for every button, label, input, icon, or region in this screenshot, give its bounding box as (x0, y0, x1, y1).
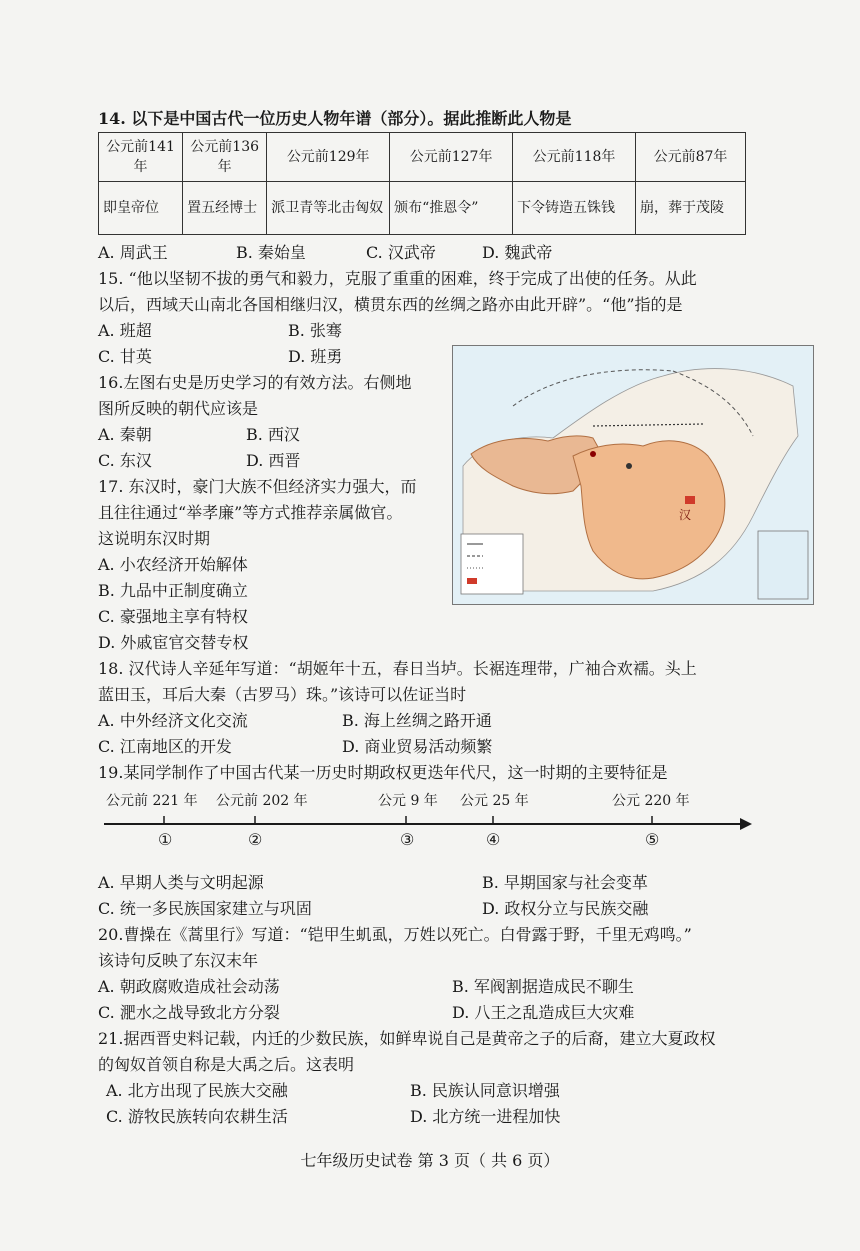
q14-option-c: C. 汉武帝 (366, 243, 436, 262)
q16-option-b: B. 西汉 (246, 425, 300, 444)
table-cell: 下令铸造五铢钱 (513, 182, 636, 235)
timeline-label: 公元前 221 年 (106, 793, 198, 809)
table-header-cell: 公元前136年 (183, 133, 267, 182)
q18-option-d: D. 商业贸易活动频繁 (342, 737, 493, 756)
q19-option-d: D. 政权分立与民族交融 (482, 899, 649, 918)
q15-option-c: C. 甘英 (98, 347, 152, 366)
q17-option-d: D. 外戚宦官交替专权 (98, 633, 249, 652)
q21-option-b: B. 民族认同意识增强 (410, 1081, 560, 1100)
q14-stem: 14. 以下是中国古代一位历史人物年谱（部分）。据此推断此人物是 (98, 109, 572, 128)
han-dynasty-map (452, 345, 814, 605)
q21-option-a: A. 北方出现了民族大交融 (106, 1081, 288, 1100)
q20-stem-line1: 20.曹操在《蒿里行》写道：“铠甲生虮虱，万姓以死亡。白骨露于野，千里无鸡鸣。” (98, 925, 692, 944)
table-header-cell: 公元前127年 (390, 133, 513, 182)
table-header-cell: 公元前141年 (99, 133, 183, 182)
q14-chronology-table (98, 132, 746, 235)
timeline-segment-number: ⑤ (645, 830, 660, 849)
q19-option-a: A. 早期人类与文明起源 (98, 873, 264, 892)
map-han-label: 汉 (679, 508, 692, 522)
q20-option-a: A. 朝政腐败造成社会动荡 (98, 977, 280, 996)
q19-timeline (100, 790, 760, 860)
timeline-label: 公元前 202 年 (216, 793, 308, 809)
q20-stem-line2: 该诗句反映了东汉末年 (98, 951, 259, 970)
q18-option-b: B. 海上丝绸之路开通 (342, 711, 492, 730)
q17-stem-line2: 且往往通过“举孝廉”等方式推荐亲属做官。 (98, 503, 403, 522)
timeline-label: 公元 220 年 (612, 793, 690, 809)
table-header-cell: 公元前118年 (513, 133, 636, 182)
q15-option-a: A. 班超 (98, 321, 152, 340)
q19-option-b: B. 早期国家与社会变革 (482, 873, 648, 892)
q15-option-d: D. 班勇 (288, 347, 343, 366)
q18-stem-line1: 18. 汉代诗人辛延年写道：“胡姬年十五，春日当垆。长裾连理带，广袖合欢襦。头上 (98, 659, 697, 678)
timeline-segment-number: ③ (400, 830, 415, 849)
table-cell: 即皇帝位 (99, 182, 183, 235)
q14-option-d: D. 魏武帝 (482, 243, 553, 262)
table-header-cell: 公元前129年 (267, 133, 390, 182)
q16-option-c: C. 东汉 (98, 451, 152, 470)
q14-option-b: B. 秦始皇 (236, 243, 306, 262)
q20-option-b: B. 军阀割据造成民不聊生 (452, 977, 634, 996)
q16-stem-line1: 16.左图右史是历史学习的有效方法。右侧地 (98, 373, 412, 392)
q21-option-d: D. 北方统一进程加快 (410, 1107, 561, 1126)
timeline-segment-number: ② (248, 830, 263, 849)
page-footer: 七年级历史试卷 第 3 页（ 共 6 页） (300, 1151, 560, 1170)
timeline-label: 公元 25 年 (460, 793, 529, 809)
table-cell: 派卫青等北击匈奴 (267, 182, 390, 235)
q21-stem-line1: 21.据西晋史料记载，内迁的少数民族，如鲜卑说自己是黄帝之子的后裔，建立大夏政权 (98, 1029, 716, 1048)
table-header-cell: 公元前87年 (635, 133, 745, 182)
q17-option-b: B. 九品中正制度确立 (98, 581, 248, 600)
q21-stem-line2: 的匈奴首领自称是大禹之后。这表明 (98, 1055, 355, 1074)
q18-stem-line2: 蓝田玉，耳后大秦（古罗马）珠。”该诗可以佐证当时 (98, 685, 467, 704)
map-illustration (453, 346, 813, 604)
q18-option-c: C. 江南地区的开发 (98, 737, 232, 756)
q20-option-d: D. 八王之乱造成巨大灾难 (452, 1003, 635, 1022)
timeline-segment-number: ④ (486, 830, 501, 849)
table-cell: 置五经博士 (183, 182, 267, 235)
q21-option-c: C. 游牧民族转向农耕生活 (106, 1107, 288, 1126)
q14-option-a: A. 周武王 (98, 243, 168, 262)
q17-option-c: C. 豪强地主享有特权 (98, 607, 248, 626)
q19-option-c: C. 统一多民族国家建立与巩固 (98, 899, 312, 918)
timeline-segment-number: ① (158, 830, 173, 849)
q15-stem-line2: 以后，西域天山南北各国相继归汉，横贯东西的丝绸之路亦由此开辟”。“他”指的是 (98, 295, 683, 314)
q18-option-a: A. 中外经济文化交流 (98, 711, 248, 730)
q20-option-c: C. 淝水之战导致北方分裂 (98, 1003, 280, 1022)
timeline-label: 公元 9 年 (378, 793, 438, 809)
q17-option-a: A. 小农经济开始解体 (98, 555, 248, 574)
q17-stem-line1: 17. 东汉时，豪门大族不但经济实力强大，而 (98, 477, 417, 496)
q15-option-b: B. 张骞 (288, 321, 342, 340)
q17-stem-line3: 这说明东汉时期 (98, 529, 211, 548)
q15-stem-line1: 15. “他以坚韧不拔的勇气和毅力，克服了重重的困难，终于完成了出使的任务。从此 (98, 269, 697, 288)
q19-stem: 19.某同学制作了中国古代某一历史时期政权更迭年代尺，这一时期的主要特征是 (98, 763, 668, 782)
table-cell: 崩，葬于茂陵 (635, 182, 745, 235)
q16-stem-line2: 图所反映的朝代应该是 (98, 399, 259, 418)
q16-option-d: D. 西晋 (246, 451, 301, 470)
table-cell: 颁布“推恩令” (390, 182, 513, 235)
q16-option-a: A. 秦朝 (98, 425, 152, 444)
